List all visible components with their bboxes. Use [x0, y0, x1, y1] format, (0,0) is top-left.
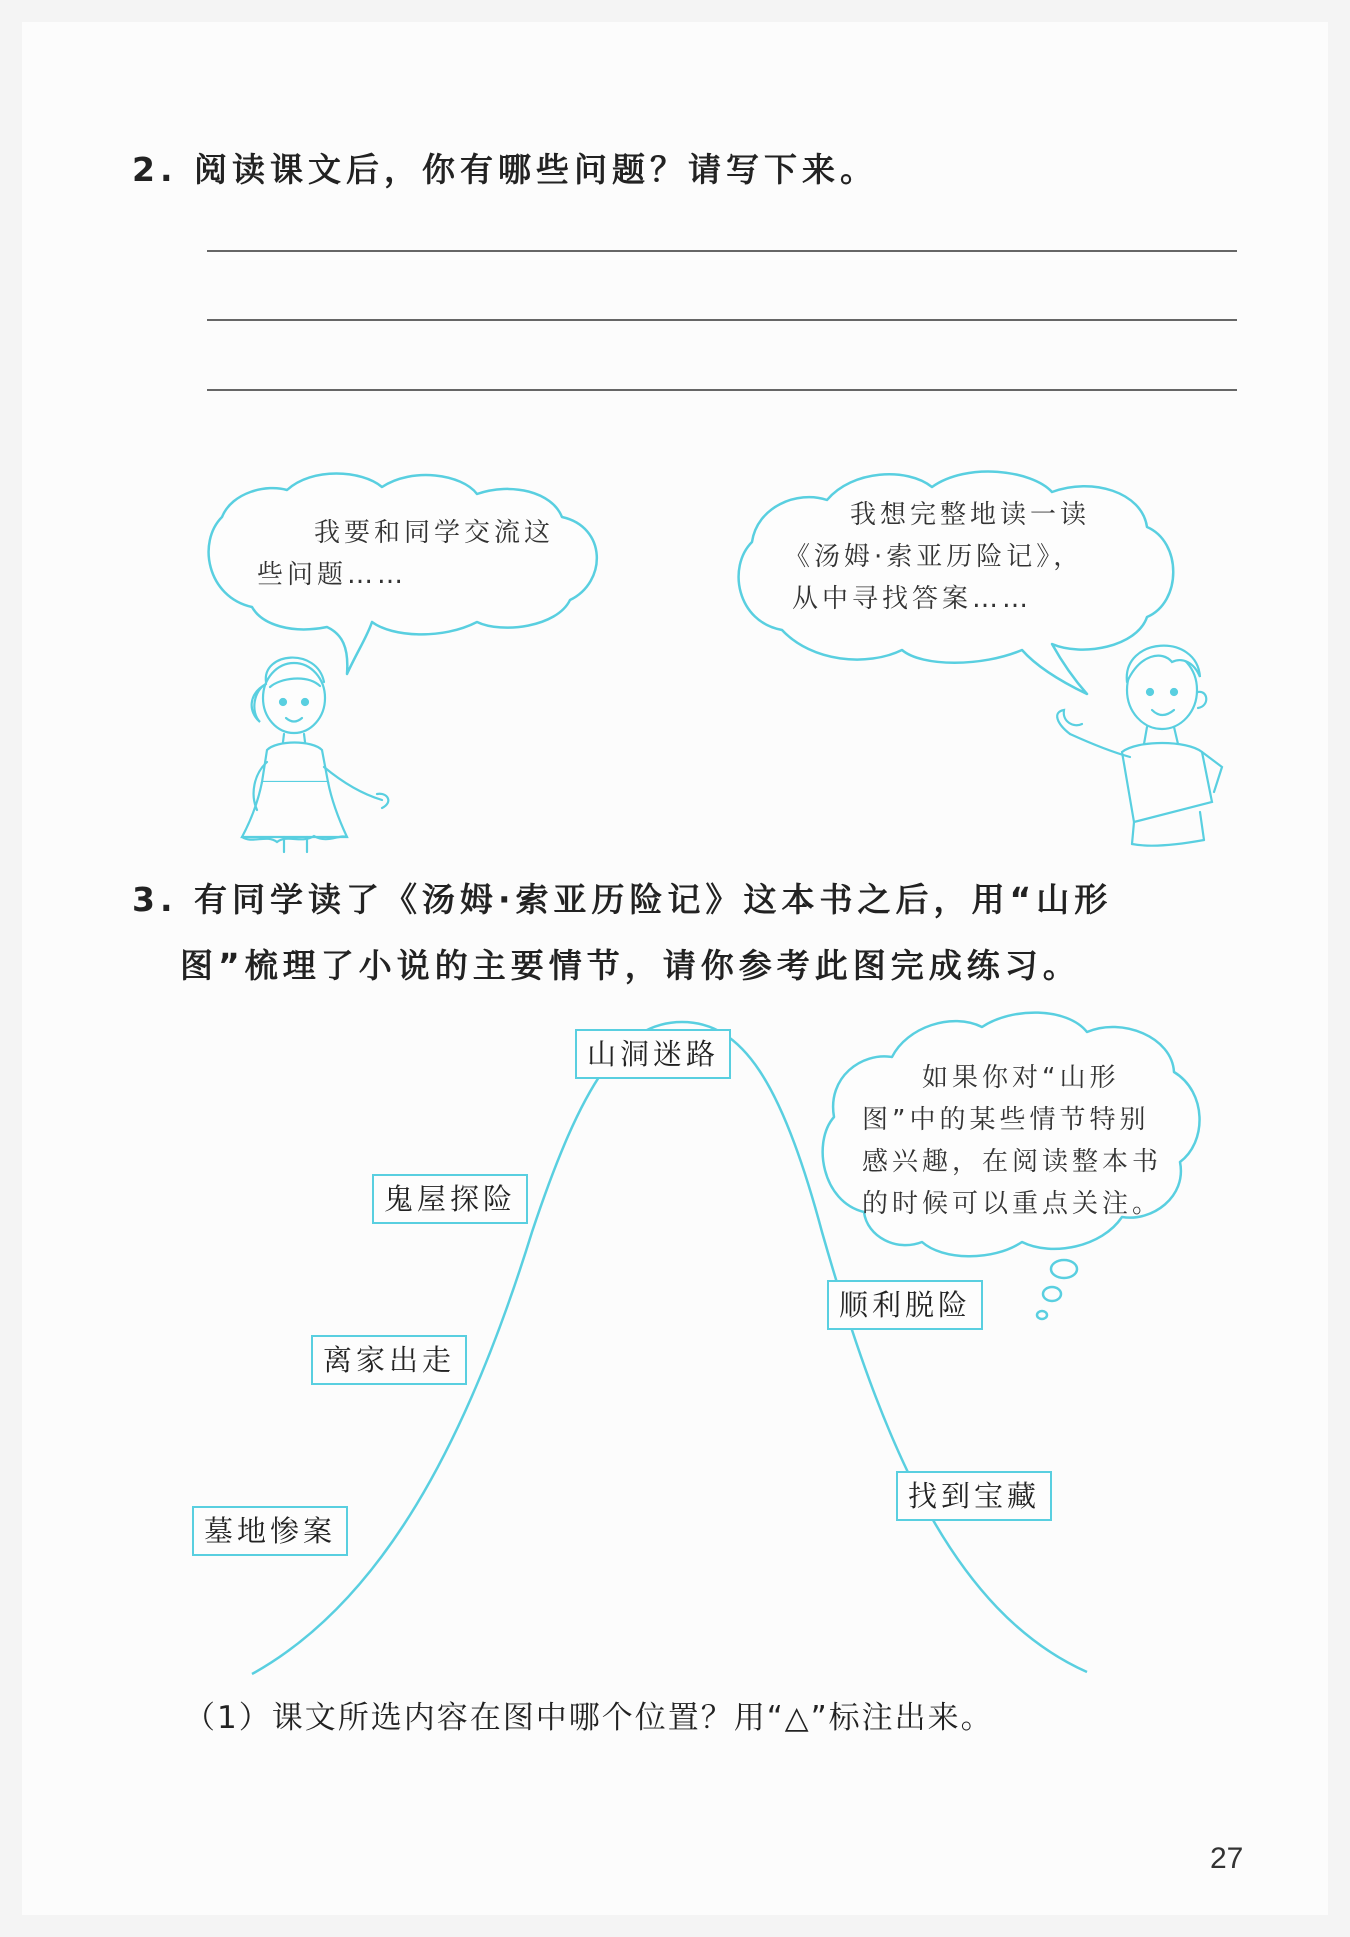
girl-bubble-line-2: 些问题……: [257, 560, 408, 590]
thought-circle-medium: [1043, 1287, 1061, 1301]
thought-circle-small: [1037, 1311, 1047, 1319]
girl-bubble-line-1: 我要和同学交流这: [314, 518, 555, 548]
boy-bubble-line-1: 我想完整地读一读: [850, 500, 1091, 530]
boy-bubble-line-2: 《汤姆·索亚历险记》，: [784, 542, 1084, 572]
tip-bubble-line-1: 如果你对“山形: [922, 1063, 1120, 1093]
tip-bubble-line-2: 图”中的某些情节特别: [862, 1105, 1150, 1135]
question-3-line-2: 图”梳理了小说的主要情节，请你参考此图完成练习。: [180, 946, 1081, 985]
page-number: 27: [1210, 1842, 1244, 1875]
tip-bubble-line-3: 感兴趣，在阅读整本书: [862, 1147, 1163, 1177]
question-2-title: 2. 阅读课文后，你有哪些问题？请写下来。: [132, 150, 878, 189]
plot-box-right-upper[interactable]: 顺利脱险: [827, 1280, 983, 1330]
tip-bubble-line-4: 的时候可以重点关注。: [862, 1189, 1163, 1219]
boy-illustration: [1057, 646, 1222, 846]
plot-box-left-lower[interactable]: 墓地惨案: [192, 1506, 348, 1556]
workbook-page: [22, 22, 1328, 1915]
boy-bubble-line-3: 从中寻找答案……: [792, 584, 1033, 614]
girl-illustration: [242, 658, 388, 852]
plot-box-right-lower[interactable]: 找到宝藏: [896, 1471, 1052, 1521]
thought-circle-large: [1051, 1260, 1077, 1278]
question-3-line-1: 3. 有同学读了《汤姆·索亚历险记》这本书之后，用“山形: [132, 880, 1113, 919]
sub-question-1: （1）课文所选内容在图中哪个位置？用“△”标注出来。: [184, 1700, 994, 1736]
plot-box-left-upper[interactable]: 鬼屋探险: [372, 1174, 528, 1224]
plot-box-peak[interactable]: 山洞迷路: [575, 1029, 731, 1079]
plot-box-left-middle[interactable]: 离家出走: [311, 1335, 467, 1385]
